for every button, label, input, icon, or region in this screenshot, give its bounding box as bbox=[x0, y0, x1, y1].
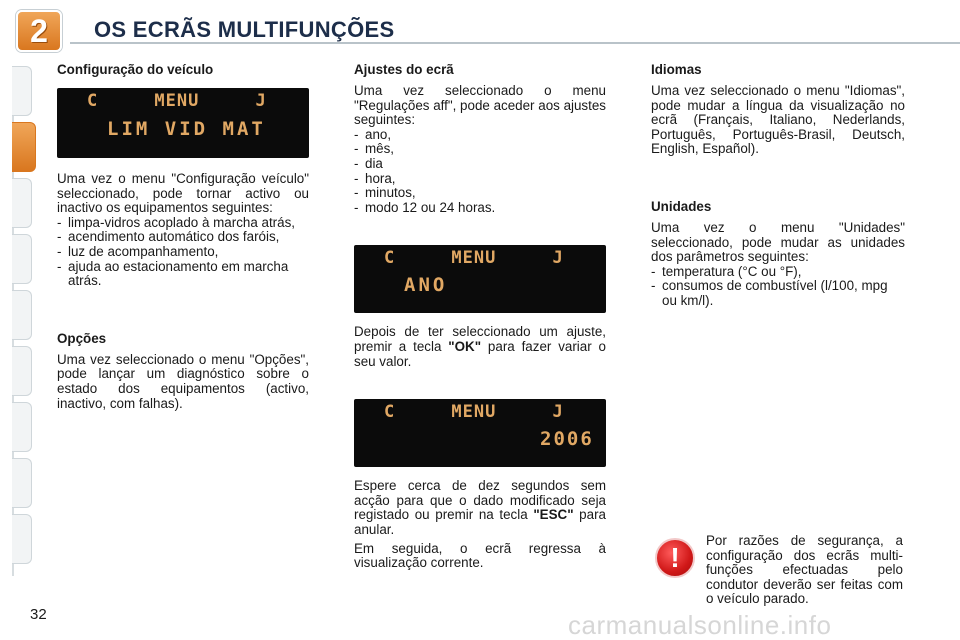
chapter-tab[interactable] bbox=[12, 178, 32, 228]
wait-text-pre: Espere cerca de dez segundos sem acção para que o dado modificado seja registado ou premir na tecla bbox=[354, 478, 606, 523]
chapter-number: 2 bbox=[30, 12, 48, 49]
header-rule bbox=[70, 42, 960, 44]
exclamation-icon: ! bbox=[655, 538, 695, 578]
ok-key-label: "OK" bbox=[448, 338, 482, 354]
column-vehicle-config bbox=[57, 62, 309, 411]
list-item: - ajuda ao estacionamento em marcha atrás. bbox=[57, 260, 309, 289]
options-text: Uma vez seleccionado o menu "Opções", pode lançar um diagnóstico sobre o estado dos equipamentos (activo, inactivo, com falhas). bbox=[57, 351, 309, 411]
list-item: - consumos de combustível (l/100, mpg ou km/l). bbox=[651, 279, 905, 308]
lcd-line-1: C MENU J bbox=[384, 248, 564, 269]
list-item: - minutos, bbox=[354, 186, 606, 201]
list-item: - mês, bbox=[354, 142, 606, 157]
lcd-display-year bbox=[354, 245, 606, 313]
chapter-tab-active[interactable] bbox=[12, 122, 36, 172]
units-heading: Unidades bbox=[651, 198, 712, 214]
watermark: carmanualsonline.info bbox=[568, 610, 832, 640]
units-list bbox=[651, 265, 905, 309]
chapter-tab[interactable] bbox=[12, 290, 32, 340]
list-item: - luz de acompanhamento, bbox=[57, 245, 309, 260]
after-select-text-pre: Depois de ter seleccionado um ajuste, premir a tecla bbox=[354, 324, 606, 354]
chapter-tab[interactable] bbox=[12, 234, 32, 284]
page-number: 32 bbox=[30, 606, 47, 623]
chapter-tab[interactable] bbox=[12, 514, 32, 564]
languages-text: Uma vez seleccionado o menu "Idiomas", pode mudar a língua da visualização no ecrã (Français, Italiano, Nederlands, Português, Português-Brasil, Deutsch, English, Español). bbox=[651, 83, 905, 157]
display-settings-intro: Uma vez seleccionado o menu "Regulações aff", pode aceder aos ajustes seguintes: bbox=[354, 83, 606, 128]
display-settings-heading: Ajustes do ecrã bbox=[354, 62, 454, 77]
page-title: OS ECRÃS MULTIFUNÇÕES bbox=[94, 17, 395, 42]
vehicle-config-heading: Configuração do veículo bbox=[57, 62, 214, 77]
units-intro: Uma vez o menu "Unidades" seleccionado, pode mudar as unidades dos parâmetros seguintes: bbox=[651, 219, 905, 265]
chapter-tab[interactable] bbox=[12, 458, 32, 508]
display-settings-list bbox=[354, 128, 606, 216]
lcd-line-2: LIM VID MAT bbox=[107, 118, 266, 140]
lcd-display-vehicle bbox=[57, 88, 309, 158]
list-item: - modo 12 ou 24 horas. bbox=[354, 201, 606, 216]
options-heading: Opções bbox=[57, 330, 107, 346]
lcd-line-2: 2006 bbox=[540, 428, 594, 451]
chapter-tabs bbox=[0, 66, 34, 576]
vehicle-equipment-list bbox=[57, 216, 309, 289]
lcd-line-1: C MENU J bbox=[87, 91, 267, 111]
safety-warning-text: Por razões de segurança, a configuração dos ecrãs multi-funções efectuadas pelo condutor deverão ser feitas com o veículo parado. bbox=[706, 533, 903, 607]
column-languages-units bbox=[651, 62, 905, 309]
lcd-display-2006 bbox=[354, 399, 606, 467]
languages-heading: Idiomas bbox=[651, 62, 702, 77]
after-select-text bbox=[354, 325, 606, 369]
return-text: Em seguida, o ecrã regressa à visualização corrente. bbox=[354, 540, 606, 571]
chapter-badge bbox=[16, 10, 62, 52]
chapter-tab[interactable] bbox=[12, 402, 32, 452]
vehicle-config-intro: Uma vez o menu "Configuração veículo" seleccionado, pode tornar activo ou inactivo os equipamentos seguintes: bbox=[57, 171, 309, 216]
wait-text bbox=[354, 479, 606, 537]
column-display-settings bbox=[354, 62, 606, 571]
list-item: - hora, bbox=[354, 172, 606, 187]
list-item: - temperatura (°C ou °F), bbox=[651, 265, 905, 280]
lcd-line-1: C MENU J bbox=[384, 402, 564, 423]
list-item: - limpa-vidros acoplado à marcha atrás, bbox=[57, 216, 309, 231]
after-select-text-post: para fazer variar o seu valor. bbox=[354, 338, 606, 369]
list-item: - ano, bbox=[354, 128, 606, 143]
esc-key-label: "ESC" bbox=[533, 507, 574, 523]
list-item: - dia bbox=[354, 157, 606, 172]
chapter-tab[interactable] bbox=[12, 66, 32, 116]
wait-text-post: para anular. bbox=[354, 507, 606, 537]
list-item: - acendimento automático dos faróis, bbox=[57, 230, 309, 245]
safety-warning bbox=[651, 530, 907, 607]
lcd-line-2: ANO bbox=[404, 274, 448, 297]
chapter-tab[interactable] bbox=[12, 346, 32, 396]
